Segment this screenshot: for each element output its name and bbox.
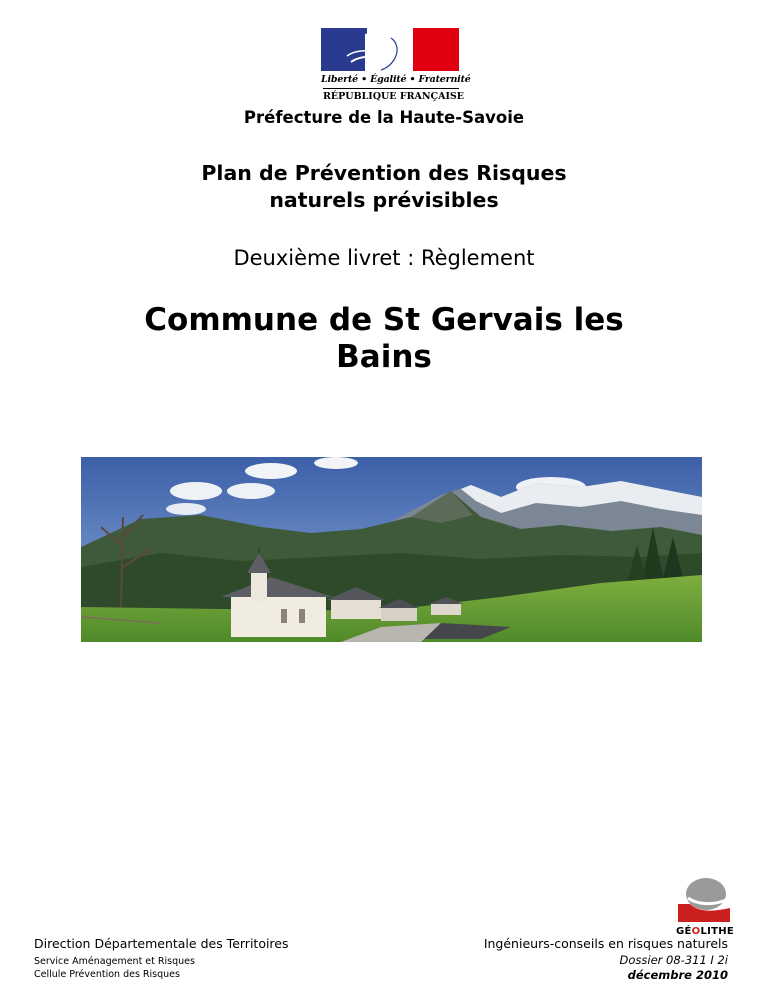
commune-title-line2: Bains <box>336 339 432 375</box>
geolithe-brand: GÉOLITHE <box>676 926 735 937</box>
geolithe-tagline: Ingénieurs-conseils en risques naturels <box>483 936 728 951</box>
footer-right <box>484 936 728 982</box>
marianne-logo <box>321 28 471 102</box>
geolithe-icon <box>676 874 732 924</box>
footer-left <box>34 936 289 980</box>
prefecture-title: Préfecture de la Haute-Savoie <box>243 108 525 127</box>
direction-name: Direction Départementale des Territoires <box>34 936 289 951</box>
dossier-number: Dossier 08-311 I 2i <box>619 953 728 967</box>
republic-motto: Liberté • Égalité • Fraternité <box>321 74 471 85</box>
commune-title-line1: Commune de St Gervais les <box>144 302 624 338</box>
plan-title <box>0 160 768 214</box>
geolithe-logo <box>676 874 735 937</box>
service-name: Service Aménagement et Risques <box>34 956 195 967</box>
commune-title <box>0 302 768 376</box>
cellule-name: Cellule Prévention des Risques <box>34 969 180 980</box>
plan-title-line2: naturels prévisibles <box>269 188 499 212</box>
marianne-flag-icon <box>321 28 459 71</box>
document-date: décembre 2010 <box>627 968 728 982</box>
plan-title-line1: Plan de Prévention des Risques <box>201 161 567 185</box>
republic-name: RÉPUBLIQUE FRANÇAISE <box>323 88 459 102</box>
livret-subtitle: Deuxième livret : Règlement <box>233 246 535 270</box>
panorama-photo <box>81 457 702 642</box>
